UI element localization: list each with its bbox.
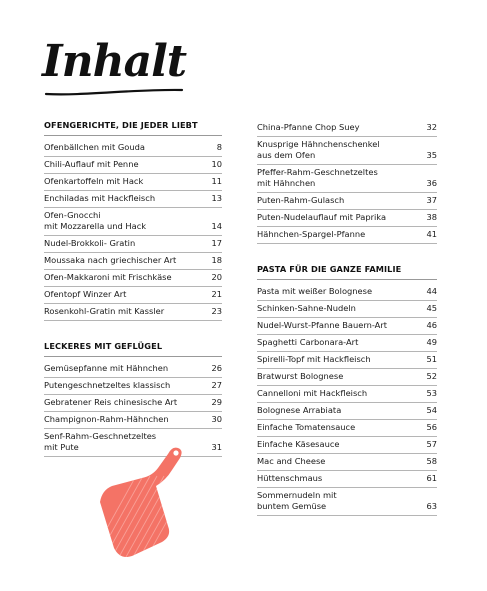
entry-title: China-Pfanne Chop Suey [257, 122, 360, 133]
section-heading: LECKERES MIT GEFLÜGEL [44, 341, 222, 357]
entry-page-number: 38 [426, 212, 437, 223]
entry-title: Ofenbällchen mit Gouda [44, 142, 145, 153]
toc-entry [257, 301, 437, 318]
toc-entry [257, 420, 437, 437]
entry-title: Pasta mit weißer Bolognese [257, 286, 373, 297]
toc-entry [44, 270, 222, 287]
entry-title: Einfache Tomatensauce [257, 422, 356, 433]
entry-title: Einfache Käsesauce [257, 439, 340, 450]
toc-entry [257, 471, 437, 488]
entry-title: Spaghetti Carbonara-Art [257, 337, 359, 348]
toc-entry [44, 140, 222, 157]
entry-page-number: 11 [211, 176, 222, 187]
toc-entry [44, 191, 222, 208]
entry-title: Sommernudeln mit buntem Gemüse [257, 490, 337, 512]
entry-page-number: 32 [426, 122, 437, 133]
entry-page-number: 54 [426, 405, 437, 416]
entry-list [257, 120, 437, 244]
entry-title: Pfeffer-Rahm-Geschnetzeltes mit Hähnchen [257, 167, 378, 189]
entry-page-number: 36 [426, 178, 437, 189]
entry-title: Bolognese Arrabiata [257, 405, 342, 416]
entry-title: Enchiladas mit Hackfleisch [44, 193, 156, 204]
entry-page-number: 13 [211, 193, 222, 204]
toc-left-column [44, 120, 222, 457]
toc-entry [44, 395, 222, 412]
entry-page-number: 44 [426, 286, 437, 297]
toc-entry [257, 369, 437, 386]
toc-entry [257, 335, 437, 352]
entry-page-number: 56 [426, 422, 437, 433]
entry-page-number: 37 [426, 195, 437, 206]
entry-list [44, 140, 222, 321]
entry-list [257, 284, 437, 516]
toc-entry [44, 412, 222, 429]
entry-title: Schinken-Sahne-Nudeln [257, 303, 356, 314]
entry-title: Puten-Nudelauflauf mit Paprika [257, 212, 387, 223]
cutting-board-icon [92, 446, 196, 564]
toc-entry [257, 227, 437, 244]
entry-page-number: 17 [211, 238, 222, 249]
entry-page-number: 23 [211, 306, 222, 317]
entry-page-number: 57 [426, 439, 437, 450]
toc-section [44, 341, 222, 457]
entry-page-number: 21 [211, 289, 222, 300]
toc-entry [257, 454, 437, 471]
entry-page-number: 46 [426, 320, 437, 331]
entry-list [44, 361, 222, 457]
entry-page-number: 41 [426, 229, 437, 240]
entry-title: Nudel-Brokkoli- Gratin [44, 238, 136, 249]
entry-title: Ofen-Makkaroni mit Frischkäse [44, 272, 172, 283]
toc-entry [44, 236, 222, 253]
entry-title: Knusprige Hähnchenschenkel aus dem Ofen [257, 139, 380, 161]
entry-title: Putengeschnetzeltes klassisch [44, 380, 171, 391]
entry-page-number: 20 [211, 272, 222, 283]
toc-entry [257, 210, 437, 227]
entry-title: Spirelli-Topf mit Hackfleisch [257, 354, 371, 365]
entry-page-number: 18 [211, 255, 222, 266]
entry-title: Bratwurst Bolognese [257, 371, 344, 382]
entry-title: Ofentopf Winzer Art [44, 289, 127, 300]
toc-entry [257, 120, 437, 137]
toc-entry [44, 378, 222, 395]
entry-title: Ofen-Gnocchi mit Mozzarella und Hack [44, 210, 147, 232]
board-hole [173, 450, 178, 455]
entry-title: Mac and Cheese [257, 456, 326, 467]
entry-title: Nudel-Wurst-Pfanne Bauern-Art [257, 320, 388, 331]
entry-title: Champignon-Rahm-Hähnchen [44, 414, 169, 425]
toc-entry [44, 361, 222, 378]
entry-page-number: 29 [211, 397, 222, 408]
entry-page-number: 14 [211, 221, 222, 232]
entry-page-number: 52 [426, 371, 437, 382]
entry-title: Chili-Auflauf mit Penne [44, 159, 139, 170]
entry-page-number: 61 [426, 473, 437, 484]
toc-entry [257, 165, 437, 193]
entry-page-number: 58 [426, 456, 437, 467]
title-swash [44, 86, 184, 98]
toc-entry [257, 352, 437, 369]
toc-entry [44, 304, 222, 321]
entry-page-number: 27 [211, 380, 222, 391]
toc-entry [257, 318, 437, 335]
entry-page-number: 49 [426, 337, 437, 348]
entry-title: Hähnchen-Spargel-Pfanne [257, 229, 366, 240]
section-heading: OFENGERICHTE, DIE JEDER LIEBT [44, 120, 222, 136]
entry-page-number: 31 [211, 442, 222, 453]
entry-page-number: 8 [216, 142, 222, 153]
toc-entry [257, 386, 437, 403]
entry-title: Ofenkartoffeln mit Hack [44, 176, 144, 187]
toc-section [257, 264, 437, 516]
toc-entry [44, 208, 222, 236]
entry-page-number: 35 [426, 150, 437, 161]
entry-title: Puten-Rahm-Gulasch [257, 195, 345, 206]
entry-page-number: 53 [426, 388, 437, 399]
entry-page-number: 63 [426, 501, 437, 512]
entry-title: Gemüsepfanne mit Hähnchen [44, 363, 169, 374]
entry-title: Rosenkohl-Gratin mit Kassler [44, 306, 165, 317]
toc-entry [257, 403, 437, 420]
toc-entry [44, 287, 222, 304]
entry-title: Cannelloni mit Hackfleisch [257, 388, 368, 399]
toc-entry [44, 157, 222, 174]
page-title: Inhalt [42, 36, 187, 87]
toc-section [44, 120, 222, 321]
entry-page-number: 45 [426, 303, 437, 314]
entry-title: Gebratener Reis chinesische Art [44, 397, 178, 408]
entry-title: Senf-Rahm-Geschnetzeltes mit Pute [44, 431, 157, 453]
toc-entry [257, 488, 437, 516]
toc-entry [257, 284, 437, 301]
toc-entry [257, 137, 437, 165]
toc-entry [257, 437, 437, 454]
entry-page-number: 30 [211, 414, 222, 425]
toc-entry [257, 193, 437, 210]
toc-entry [44, 253, 222, 270]
board-body [100, 448, 182, 557]
entry-page-number: 51 [426, 354, 437, 365]
entry-page-number: 10 [211, 159, 222, 170]
entry-title: Hüttenschmaus [257, 473, 323, 484]
toc-entry [44, 174, 222, 191]
entry-page-number: 26 [211, 363, 222, 374]
section-heading: PASTA FÜR DIE GANZE FAMILIE [257, 264, 437, 280]
entry-title: Moussaka nach griechischer Art [44, 255, 177, 266]
toc-right-column [257, 120, 437, 516]
